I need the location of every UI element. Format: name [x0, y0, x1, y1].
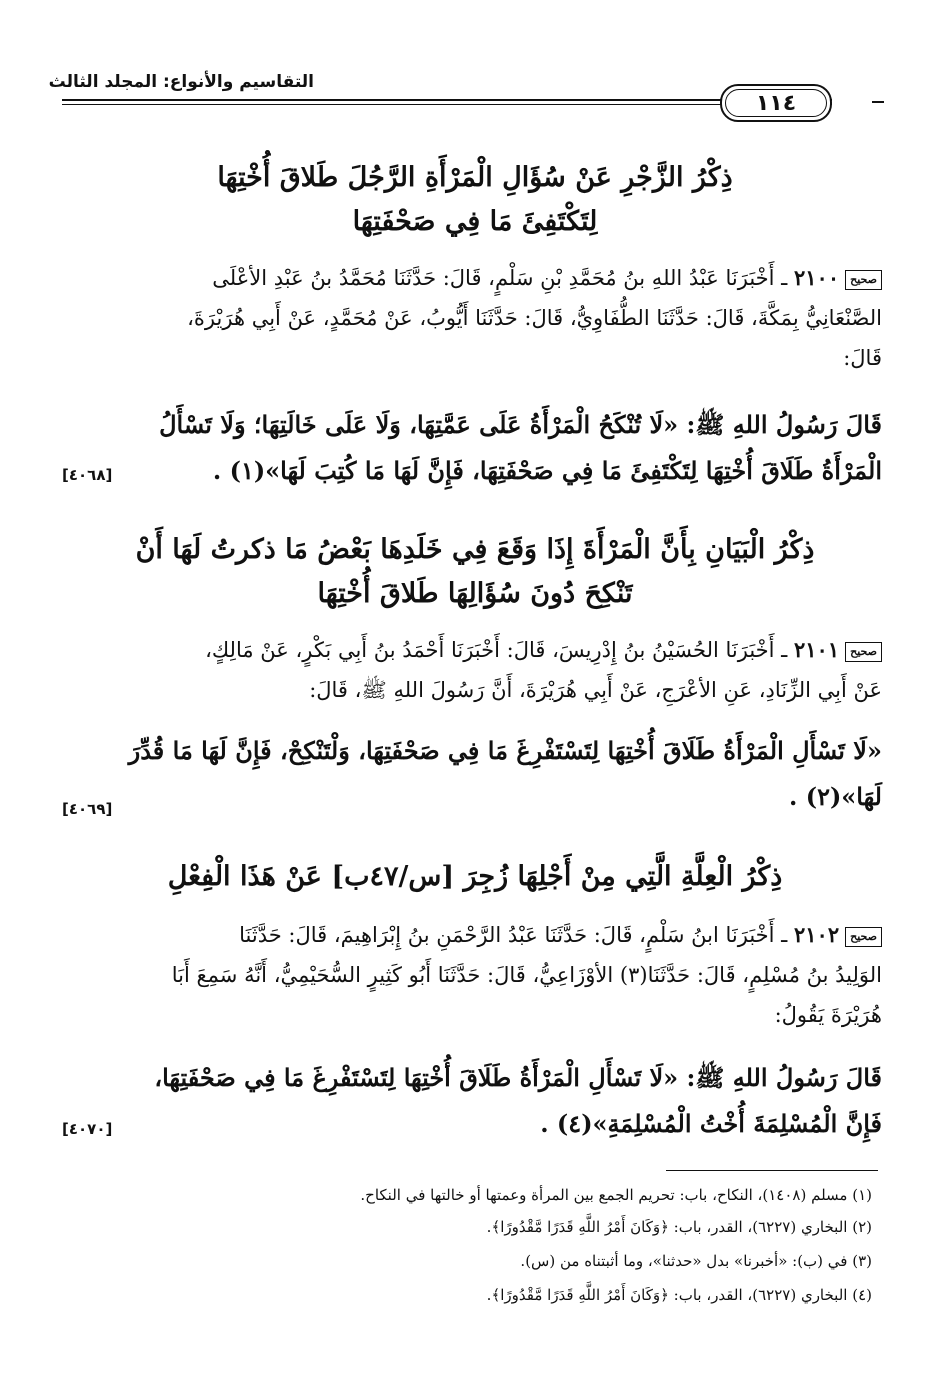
footnote-4: (٤) البخاري (٦٢٢٧)، القدر، باب: ﴿وَكَانَ أَمْرُ اللَّهِ قَدَرًا مَّقْدُورًا﴾.: [486, 1286, 872, 1304]
footnote-separator: [666, 1170, 878, 1171]
heading-line: لِتَكْتَفِئَ مَا فِي صَحْفَتِهَا: [352, 206, 598, 237]
hadith-number: ٢١٠١: [794, 637, 840, 662]
isnad-line: قَالَ:: [843, 346, 882, 370]
hadith-number: ٢١٠٠: [794, 265, 840, 290]
hadith-number: ٢١٠٢: [794, 922, 840, 947]
matn-line: لَهَا»(٢) .: [788, 782, 882, 811]
isnad-line: ـ أَخْبَرَنَا عَبْدُ اللهِ بنُ مُحَمَّدِ بْنِ سَلْمٍ، قَالَ: حَدَّثَنَا مُحَمَّدُ بنُ عَبْدِ الأعْلَى: [212, 266, 788, 290]
cross-reference: [٤٠٦٨]: [62, 466, 113, 484]
section-heading-2: [70, 528, 880, 616]
footnote-3: (٣) في (ب): «أخبرنا» بدل «حدثنا»، وما أثبتناه من (س).: [520, 1252, 872, 1270]
header-rule-right: [872, 101, 884, 103]
header-rule: [62, 99, 832, 101]
isnad-line: عَنْ أَبِي الزِّنَادِ، عَنِ الأعْرَجِ، عَنْ أَبِي هُرَيْرَةَ، أَنَّ رَسُولَ اللهِ ﷺ، قَالَ:: [309, 678, 882, 702]
section-heading-1: [70, 156, 880, 244]
matn-2100: [62, 402, 882, 494]
cross-reference: [٤٠٧٠]: [62, 1120, 113, 1138]
grade-tag: صحيح: [845, 927, 882, 947]
footnote-2: (٢) البخاري (٦٢٢٧)، القدر، باب: ﴿وَكَانَ أَمْرُ اللَّهِ قَدَرًا مَّقْدُورًا﴾.: [486, 1218, 872, 1236]
heading-line: ذِكْرُ الْعِلَّةِ الَّتِي مِنْ أَجْلِهَا زُجِرَ [س/٤٧ب] عَنْ هَذَا الْفِعْلِ: [167, 861, 783, 892]
isnad-2102: [62, 915, 882, 1035]
matn-line: الْمَرْأَةُ طَلَاقَ أُخْتِهَا لِتَكْتَفِئَ مَا فِي صَحْفَتِهَا، فَإِنَّ لَهَا مَا كُتِبَ لَهَا»(١) .: [212, 456, 882, 485]
page-number: ١١٤: [755, 90, 797, 116]
isnad-line: هُرَيْرَةَ يَقُولُ:: [774, 1003, 882, 1027]
matn-line: قَالَ رَسُولُ اللهِ ﷺ: «لَا تُنْكَحُ الْمَرْأَةُ عَلَى عَمَّتِهَا، وَلَا عَلَى خَالَتِهَا؛ وَلَا تَسْأَلُ: [159, 410, 882, 439]
matn-2102: [62, 1055, 882, 1147]
cross-reference: [٤٠٦٩]: [62, 800, 113, 818]
heading-line: تَنْكِحَ دُونَ سُؤَالِهَا طَلاقَ أُخْتِهَا: [317, 578, 633, 609]
heading-line: ذِكْرُ الزَّجْرِ عَنْ سُؤَالِ الْمَرْأَةِ الرَّجُلَ طَلاقَ أُخْتِهَا: [217, 162, 733, 193]
isnad-2101: [62, 630, 882, 710]
grade-tag: صحيح: [845, 270, 882, 290]
footnote-1: (١) مسلم (١٤٠٨)، النكاح، باب: تحريم الجمع بين المرأة وعمتها أو خالتها في النكاح.: [360, 1186, 872, 1204]
header-rule-thin: [62, 104, 832, 105]
matn-line: «لَا تَسْأَلِ الْمَرْأَةُ طَلَاقَ أُخْتِهَا لِتَسْتَفْرِغَ مَا فِي صَحْفَتِهَا، وَلْتَنْكِحْ، فَإِنَّ لَهَا مَا قُدِّرَ: [128, 736, 882, 765]
running-header-title: التقاسيم والأنواع: المجلد الثالث: [48, 72, 314, 92]
page-number-badge: [720, 84, 832, 122]
grade-tag: صحيح: [845, 642, 882, 662]
matn-line: قَالَ رَسُولُ اللهِ ﷺ: «لَا تَسْأَلِ الْمَرْأَةُ طَلَاقَ أُخْتِهَا لِتَسْتَفْرِغَ مَا فِي صَحْفَتِهَا،: [154, 1063, 882, 1092]
section-heading-3: [70, 855, 880, 899]
isnad-line: الوَلِيدُ بنُ مُسْلِمٍ، قَالَ: حَدَّثَنَا(٣) الأوْزَاعِيُّ، قَالَ: حَدَّثَنَا أَبُو كَثِيرٍ السُّحَيْمِيُّ، أَنَّهُ سَمِعَ أَبَا: [171, 963, 882, 987]
matn-2101: [62, 728, 882, 820]
matn-line: فَإِنَّ الْمُسْلِمَةَ أُخْتُ الْمُسْلِمَةِ»(٤) .: [540, 1109, 882, 1138]
heading-line: ذِكْرُ الْبَيَانِ بِأَنَّ الْمَرْأَةَ إِذَا وَقَعَ فِي خَلَدِهَا بَعْضُ مَا ذكرتُ لَهَا أَنْ: [135, 534, 815, 565]
isnad-line: ـ أَخْبَرَنَا الحُسَيْنُ بنُ إِدْرِيسَ، قَالَ: أَخْبَرَنَا أَحْمَدُ بنُ أَبِي بَكْرٍ، عَنْ مَالِكٍ،: [205, 638, 788, 662]
isnad-line: ـ أَخْبَرَنَا ابنُ سَلْمٍ، قَالَ: حَدَّثَنَا عَبْدُ الرَّحْمَنِ بنُ إِبْرَاهِيمَ، قَالَ: حَدَّثَنَا: [239, 923, 788, 947]
isnad-2100: [62, 258, 882, 378]
isnad-line: الصَّنْعَانِيُّ بِمَكَّةَ، قَالَ: حَدَّثَنَا الطُّفَاوِيُّ، قَالَ: حَدَّثَنَا أَيُّوبُ، عَنْ مُحَمَّدٍ، عَنْ أَبِي هُرَيْرَةَ،: [187, 306, 882, 330]
